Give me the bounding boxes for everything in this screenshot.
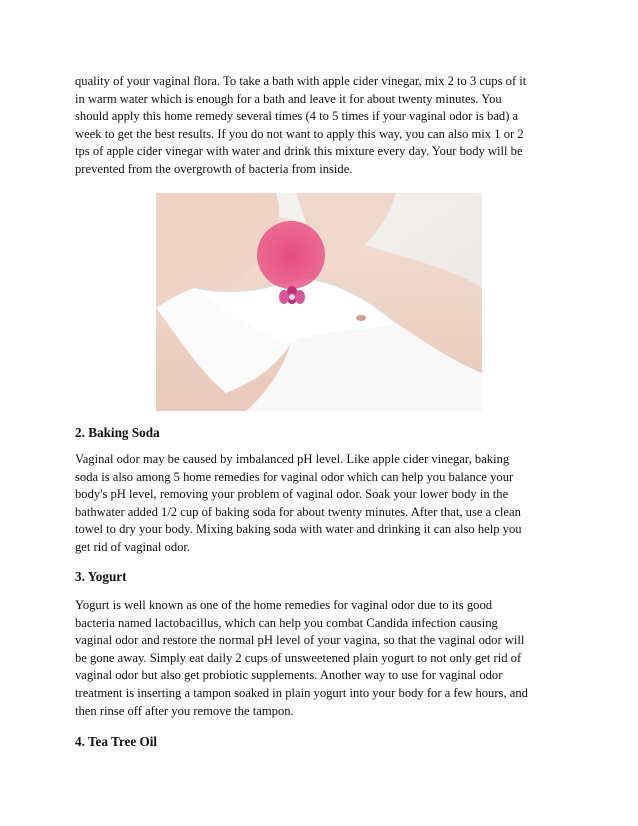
text-line: get rid of vaginal odor.	[75, 539, 191, 554]
highlight-circle	[257, 221, 325, 289]
text-line: week to get the best results. If you do not want to apply this way, you can also mix 1 or 2	[75, 126, 524, 141]
text-line: should apply this home remedy several times (4 to 5 times if your vaginal odor is bad) a	[75, 109, 519, 124]
text-line: soda is also among 5 home remedies for vaginal odor which can help you balance your	[75, 469, 514, 484]
text-line: body's pH level, removing your problem of vaginal odor. Soak your lower body in the	[75, 487, 509, 502]
text-line: prevented from the overgrowth of bacteria from inside.	[75, 161, 353, 176]
text-line: Vaginal odor may be caused by imbalanced pH level. Like apple cider vinegar, baking	[75, 452, 510, 466]
text-line: bathwater added 1/2 cup of baking soda for about twenty minutes. After that, use a clean	[75, 504, 521, 519]
baking-soda-paragraph	[75, 451, 570, 557]
section-heading-yogurt: 3. Yogurt	[75, 569, 127, 584]
text-line: treatment is inserting a tampon soaked in plain yogurt into your body for a few hours, and	[75, 685, 528, 700]
text-line: in warm water which is enough for a bath and leave it for about twenty minutes. You	[75, 91, 502, 106]
text-line: vaginal odor but also get probiotic supplements. Another way to use for vaginal odor	[75, 668, 503, 683]
section-heading-tea-tree-oil: 4. Tea Tree Oil	[75, 734, 158, 749]
text-line: bacteria named lactobacillus, which can help you combat Candida infection causing	[75, 615, 498, 630]
yogurt-paragraph	[75, 597, 570, 720]
text-line: be gone away. Simply eat daily 2 cups of unsweetened plain yogurt to not only get rid of	[75, 650, 522, 665]
text-line: Yogurt is well known as one of the home remedies for vaginal odor due to its good	[75, 598, 493, 612]
article-photo	[156, 193, 482, 411]
text-line: quality of your vaginal flora. To take a bath with apple cider vinegar, mix 2 to 3 cups of it	[75, 74, 527, 88]
body-illustration	[156, 193, 482, 411]
section-heading-baking-soda: 2. Baking Soda	[75, 425, 160, 440]
text-line: towel to dry your body. Mixing baking soda with water and drinking it can also help you	[75, 522, 522, 537]
text-line: then rinse off after you remove the tampon.	[75, 703, 294, 718]
text-line: tps of apple cider vinegar with water and drink this mixture every day. Your body will be	[75, 144, 523, 159]
intro-paragraph	[75, 73, 570, 179]
text-line: vaginal odor and restore the normal pH level of your vagina, so that the vaginal odor will	[75, 633, 525, 648]
